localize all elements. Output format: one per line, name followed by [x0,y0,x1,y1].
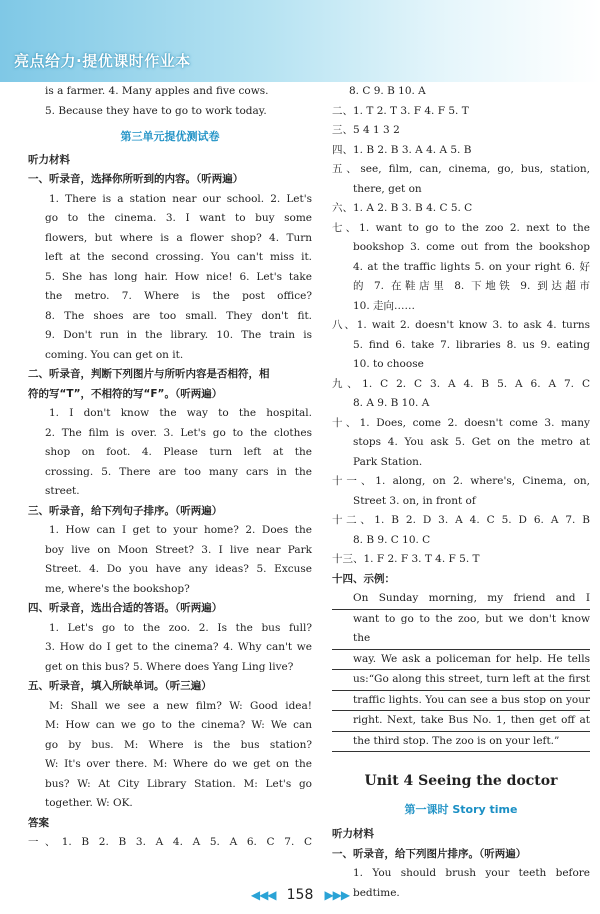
right-line: traffic lights. You can see a bus stop on your [332,691,590,712]
left-line: get on this bus? 5. Where does Yang Ling live? [45,660,294,673]
right-line: 10. to choose [353,358,424,370]
right-line: 4. at the traffic lights 5. on your right 6. 好 [353,260,590,273]
right-line: 九、1. C 2. C 3. A 4. B 5. A 6. A 7. C [332,377,590,390]
right-column [332,82,590,903]
left-line: 5. Because they have to go to work today. [45,104,267,117]
left-line: M: Shall we see a new film? W: Good idea! [49,699,312,712]
left-line: 一、1. B 2. B 3. A 4. A 5. A 6. C 7. C [28,836,312,848]
left-line: 3. How do I get to the cinema? 4. Why can't we [45,641,312,653]
left-line: shop on foot. 4. Please turn left at the [45,446,312,458]
right-line: 七、1. want to go to the zoo 2. next to the [332,221,590,234]
right-line: way. We ask a policeman for help. He tells [332,650,590,671]
left-line: crossing. 5. There are too many cars in the [45,465,312,478]
right-line: 十四、示例： [332,572,395,585]
left-line: 1. How can I get to your home? 2. Does the [49,524,312,536]
left-line: street. [45,485,80,497]
left-line: 听力材料 [28,153,70,166]
left-line: 一、听录音，选择你所听到的内容。（听两遍） [28,173,244,185]
next-arrow-icon: ▶▶▶ [324,888,350,902]
left-line: 符的写“T”，不相符的写“F”。（听两遍） [28,387,223,400]
right-line: 听力材料 [332,828,374,840]
left-line: 2. The film is over. 3. Let's go to the clothes [45,426,312,439]
header-banner [0,0,600,82]
right-line: 五、see, film, can, cinema, go, bus, station, [332,163,590,175]
right-line: Park Station. [353,455,423,468]
right-line: 三、5 4 1 3 2 [332,124,400,136]
left-line: together. W: OK. [45,797,133,809]
left-line: 9. Don't run in the library. 10. The train is [45,329,312,341]
right-line: Street 3. on, in front of [353,494,476,507]
right-line: 十二、1. B 2. D 3. A 4. C 5. D 6. A 7. B [332,514,590,526]
right-line: the third stop. The zoo is on your left.” [332,732,590,753]
right-line: bookshop 3. come out from the bookshop [353,241,590,253]
book-title: 亮点给力·提优课时作业本 [14,52,191,70]
right-line: Unit 4 Seeing the doctor [364,773,558,789]
left-line: 5. She has long hair. How nice! 6. Let's take [45,270,312,283]
left-line: 四、听录音，选出合适的答语。（听两遍） [28,602,223,614]
right-line: 1. You should brush your teeth before bedtime. [353,867,590,899]
left-line: coming. You can get on it. [45,348,184,361]
right-line: us:“Go along this street, turn left at the first [332,670,590,691]
right-line: 10. 走向…… [353,299,416,312]
left-line: 二、听录音，判断下列图片与所听内容是否相符，相 [28,368,270,380]
right-line: 六、1. A 2. B 3. B 4. C 5. C [332,202,473,214]
left-line: M: How can we go to the cinema? W: We can [45,719,312,731]
left-line: 第三单元提优测试卷 [120,130,220,143]
left-line: Street. 4. Do you have any ideas? 5. Excuse [45,563,312,575]
right-line: 八、1. wait 2. doesn't know 3. to ask 4. turns [332,319,590,331]
left-column [28,82,312,853]
right-line: 十一、1. along, on 2. where's, Cinema, on, [332,475,590,487]
left-line: the metro. 7. Where is the post office? [45,290,312,302]
right-line: 十、1. Does, come 2. doesn't come 3. many [332,416,590,429]
page-footer [0,884,600,914]
left-line: 答案 [28,816,49,829]
right-line: 8. C 9. B 10. A [349,85,426,97]
right-line: 第一课时 Story time [404,802,518,816]
left-line: is a farmer. 4. Many apples and five cows. [45,85,269,97]
prev-arrow-icon: ◀◀◀ [250,888,276,902]
left-line: bus? W: At City Library Station. M: Let's go [45,777,312,790]
left-line: left at the second crossing. You can't miss it. [45,251,312,263]
page-number: 158 [286,887,314,903]
left-line: W: It's over there. M: Where do we get on the [45,758,312,770]
left-line: go by bus. M: Where is the bus station? [45,738,312,751]
right-line: 十三、1. F 2. F 3. T 4. F 5. T [332,553,480,565]
right-line: want to go to the zoo, but we don't know the [332,610,590,650]
left-line: 8. The shoes are too small. They don't fit. [45,309,312,322]
left-line: boy live on Moon Street? 3. I live near Park [45,543,312,556]
right-line: 8. A 9. B 10. A [353,397,430,409]
left-line: 五、听录音，填入所缺单词。（听三遍） [28,680,212,692]
left-line: me, where's the bookshop? [45,582,190,595]
right-line: 5. find 6. take 7. libraries 8. us 9. eating [353,338,590,351]
right-line: 的 7. 在鞋店里 8. 下地铁 9. 到达超市 [353,280,590,292]
left-line: 1. Let's go to the zoo. 2. Is the bus full? [49,621,312,634]
right-line: right. Next, take Bus No. 1, then get off at [332,711,590,732]
right-line: On Sunday morning, my friend and I [332,589,590,610]
right-line: there, get on [353,182,422,195]
left-line: 三、听录音，给下列句子排序。（听两遍） [28,504,223,517]
left-line: flowers, but where is a flower shop? 4. Turn [45,231,312,244]
right-line: 四、1. B 2. B 3. A 4. A 5. B [332,143,472,156]
left-line: 1. I don't know the way to the hospital. [49,407,312,419]
left-line: 1. There is a station near our school. 2. Let's [49,192,312,205]
left-line: go to the cinema. 3. I want to buy some [45,212,312,224]
right-line: stops 4. You ask 5. Get on the metro at [353,436,590,448]
right-line: 一、听录音，给下列图片排序。（听两遍） [332,847,527,860]
right-line: 8. B 9. C 10. C [353,533,431,546]
right-line: 二、1. T 2. T 3. F 4. F 5. T [332,104,469,117]
